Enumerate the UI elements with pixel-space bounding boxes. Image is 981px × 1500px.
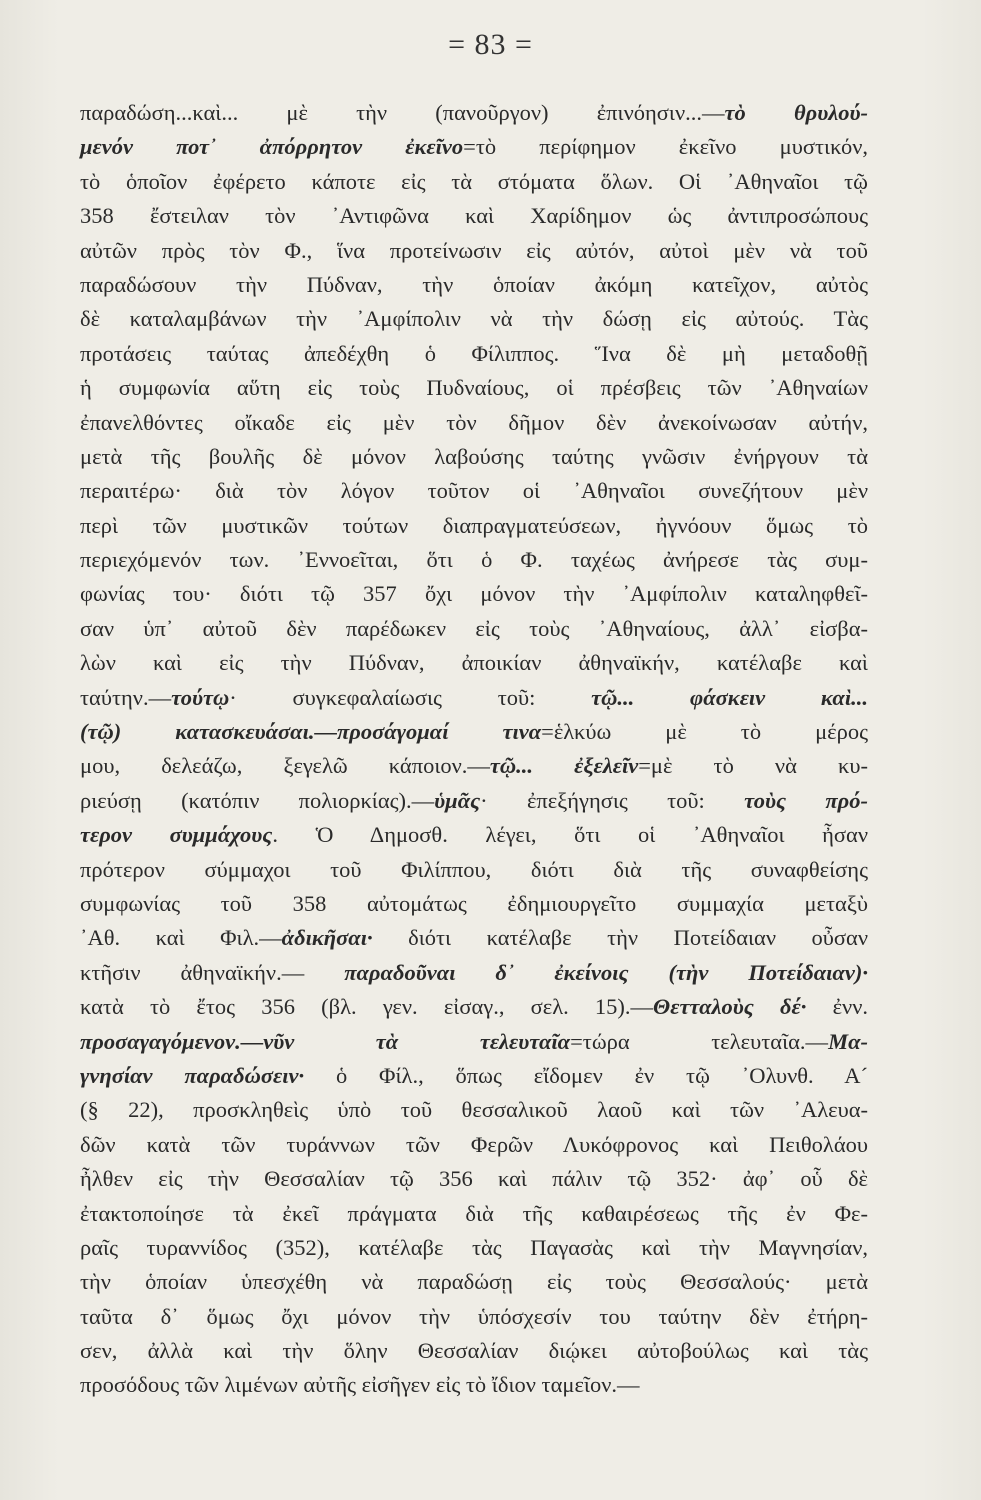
- text-segment: σεν, ἀλλὰ καὶ τὴν ὅλην Θεσσαλίαν διῴκει αὐτοβούλως καὶ τὰς: [80, 1338, 868, 1364]
- text-segment: πρότερον σύμμαχοι τοῦ Φιλίππου, διότι διὰ τῆς συναφθείσης: [80, 856, 868, 882]
- body-text: [80, 96, 868, 1403]
- text-line: [80, 1197, 868, 1231]
- text-line: [80, 887, 868, 921]
- text-segment: ἐτακτοποίησε τὰ ἐκεῖ πράγματα διὰ τῆς καθαιρέσεως τῆς ἐν Φε-: [80, 1200, 868, 1226]
- text-line: [80, 1368, 868, 1402]
- text-segment: δὲ καταλαμβάνων τὴν ᾽Αμφίπολιν νὰ τὴν δώσῃ εἰς αὐτούς. Τὰς: [80, 306, 868, 332]
- text-line: [80, 268, 868, 302]
- text-line: [80, 474, 868, 508]
- text-line: [80, 681, 868, 715]
- text-segment: δῶν κατὰ τῶν τυράννων τῶν Φερῶν Λυκόφρονος καὶ Πειθολάου: [80, 1131, 868, 1157]
- text-segment: =τώρα τελευταῖα.—: [570, 1028, 829, 1054]
- text-line: [80, 1300, 868, 1334]
- text-line: [80, 1265, 868, 1299]
- emphasized-lemma: τῷ... φάσκειν καὶ...: [591, 684, 868, 710]
- text-segment: διότι κατέλαβε τὴν Ποτείδαιαν οὖσαν: [372, 925, 868, 951]
- text-segment: προσόδους τῶν λιμένων αὐτῆς εἰσῆγεν εἰς τὸ ἴδιον ταμεῖον.—: [80, 1372, 640, 1398]
- text-segment: ταῦτα δ᾽ ὅμως ὄχι μόνον τὴν ὑπόσχεσίν του ταύτην δὲν ἐτήρη-: [80, 1303, 868, 1329]
- emphasized-lemma: τῷ... ἐξελεῖν: [489, 753, 639, 779]
- text-segment: παραδώση...καὶ... μὲ τὴν (πανοῦργον) ἐπινόησιν...—: [80, 100, 725, 125]
- text-line: [80, 371, 868, 405]
- text-segment: 358 ἔστειλαν τὸν ᾽Αντιφῶνα καὶ Χαρίδημον ὡς ἀντιπροσώπους: [80, 203, 868, 229]
- text-line: [80, 1025, 868, 1059]
- text-segment: =μὲ τὸ νὰ κυ-: [638, 753, 868, 779]
- text-segment: ἐνν.: [806, 994, 869, 1020]
- text-line: [80, 165, 868, 199]
- text-line: [80, 440, 868, 474]
- text-segment: περὶ τῶν μυστικῶν τούτων διαπραγματεύσεων, ἠγνόουν ὅμως τὸ: [80, 512, 868, 538]
- text-line: [80, 337, 868, 371]
- text-segment: κτῆσιν ἀθηναϊκήν.—: [80, 959, 345, 985]
- text-line: [80, 234, 868, 268]
- text-line: [80, 1162, 868, 1196]
- text-segment: συμφωνίας τοῦ 358 αὐτομάτως ἐδημιουργεῖτο συμμαχία μεταξὺ: [80, 890, 868, 916]
- emphasized-lemma: ὑμᾶς: [434, 787, 481, 813]
- text-segment: ριεύσῃ (κατόπιν πολιορκίας).—: [80, 787, 435, 813]
- emphasized-lemma: προσαγαγόμενον.—νῦν τὰ τελευταῖα: [80, 1028, 571, 1054]
- emphasized-lemma: τούτῳ: [171, 684, 230, 710]
- text-line: [80, 130, 868, 164]
- text-segment: περαιτέρω· διὰ τὸν λόγον τοῦτον οἱ ᾽Αθηναῖοι συνεζήτουν μὲν: [80, 478, 868, 504]
- text-line: [80, 577, 868, 611]
- text-segment: · ἐπεξήγησις τοῦ:: [480, 787, 745, 813]
- page-number: = 83 =: [448, 28, 533, 61]
- text-line: [80, 784, 868, 818]
- text-segment: προτάσεις ταύτας ἀπεδέχθη ὁ Φίλιππος. Ἵνα δὲ μὴ μεταδοθῇ: [80, 340, 868, 366]
- text-segment: ταύτην.—: [80, 684, 172, 710]
- emphasized-lemma: τοὺς πρό-: [744, 787, 868, 813]
- text-segment: φωνίας του· διότι τῷ 357 ὄχι μόνον τὴν ᾽Αμφίπολιν καταληφθεῖ-: [80, 581, 868, 607]
- text-segment: τὴν ὁποίαν ὑπεσχέθη νὰ παραδώσῃ εἰς τοὺς Θεσσαλούς· μετὰ: [80, 1269, 868, 1295]
- text-segment: ᾽Αθ. καὶ Φιλ.—: [80, 925, 282, 951]
- emphasized-lemma: γνησίαν παραδώσειν·: [80, 1062, 305, 1088]
- text-line: [80, 646, 868, 680]
- text-line: [80, 1059, 868, 1093]
- text-line: [80, 1093, 868, 1127]
- text-line: [80, 853, 868, 887]
- text-line: [80, 96, 868, 130]
- text-segment: σαν ὑπ᾽ αὐτοῦ δὲν παρέδωκεν εἰς τοὺς ᾽Αθηναίους, ἀλλ᾽ εἰσβα-: [80, 615, 868, 641]
- text-line: [80, 302, 868, 336]
- text-line: [80, 1334, 868, 1368]
- text-segment: · συγκεφαλαίωσις τοῦ:: [229, 684, 592, 710]
- emphasized-lemma: τερον συμμάχους: [80, 822, 273, 848]
- text-line: [80, 921, 868, 955]
- emphasized-lemma: Μα-: [828, 1028, 869, 1054]
- text-segment: παραδώσουν τὴν Πύδναν, τὴν ὁποίαν ἀκόμη κατεῖχον, αὐτὸς: [80, 271, 868, 297]
- text-line: [80, 1231, 868, 1265]
- text-line: [80, 612, 868, 646]
- text-segment: λὼν καὶ εἰς τὴν Πύδναν, ἀποικίαν ἀθηναϊκήν, κατέλαβε καὶ: [80, 650, 868, 676]
- text-line: [80, 406, 868, 440]
- text-segment: ὁ Φίλ., ὅπως εἴδομεν ἐν τῷ ᾽Ολυνθ. Α´: [304, 1062, 869, 1088]
- emphasized-lemma: μενόν ποτ᾽ ἀπόρρητον ἐκεῖνο: [80, 134, 464, 160]
- text-line: [80, 990, 868, 1024]
- text-line: [80, 543, 868, 577]
- text-segment: =τὸ περίφημον ἐκεῖνο μυστικόν,: [463, 134, 868, 160]
- text-segment: αὐτῶν πρὸς τὸν Φ., ἵνα προτείνωσιν εἰς αὐτόν, αὐτοὶ μὲν νὰ τοῦ: [80, 237, 868, 263]
- text-segment: τὸ ὁποῖον ἐφέρετο κάποτε εἰς τὰ στόματα ὅλων. Οἱ ᾽Αθηναῖοι τῷ: [80, 168, 868, 194]
- emphasized-lemma: παραδοῦναι δ᾽ ἐκείνοις (τὴν Ποτείδαιαν)·: [344, 959, 868, 985]
- emphasized-lemma: (τῷ) κατασκευάσαι.—προσάγομαί τινα: [80, 719, 542, 745]
- text-line: [80, 818, 868, 852]
- emphasized-lemma: Θετταλοὺς δέ·: [653, 994, 807, 1020]
- text-segment: =ἑλκύω μὲ τὸ μέρος: [541, 719, 868, 745]
- text-line: [80, 509, 868, 543]
- emphasized-lemma: τὸ θρυλού-: [724, 100, 868, 125]
- text-segment: (§ 22), προσκληθεὶς ὑπὸ τοῦ θεσσαλικοῦ λαοῦ καὶ τῶν ᾽Αλευα-: [80, 1097, 868, 1123]
- text-segment: μετὰ τῆς βουλῆς δὲ μόνον λαβούσης ταύτης γνῶσιν ἐνήργουν τὰ: [80, 443, 868, 469]
- text-line: [80, 1128, 868, 1162]
- text-line: [80, 749, 868, 783]
- text-line: [80, 199, 868, 233]
- text-segment: ἦλθεν εἰς τὴν Θεσσαλίαν τῷ 356 καὶ πάλιν τῷ 352· ἀφ᾽ οὗ δὲ: [80, 1166, 868, 1192]
- text-segment: . Ὁ Δημοσθ. λέγει, ὅτι οἱ ᾽Αθηναῖοι ἦσαν: [272, 822, 868, 848]
- text-segment: κατὰ τὸ ἔτος 356 (βλ. γεν. εἰσαγ., σελ. 15).—: [80, 994, 654, 1020]
- text-segment: ραῖς τυραννίδος (352), κατέλαβε τὰς Παγασὰς καὶ τὴν Μαγνησίαν,: [80, 1234, 868, 1260]
- text-segment: μου, δελεάζω, ξεγελῶ κάποιον.—: [80, 753, 490, 779]
- text-line: [80, 956, 868, 990]
- text-segment: ἐπανελθόντες οἴκαδε εἰς μὲν τὸν δῆμον δὲν ἀνεκοίνωσαν αὐτήν,: [80, 409, 868, 435]
- text-line: [80, 715, 868, 749]
- text-segment: περιεχόμενόν των. ᾽Εννοεῖται, ὅτι ὁ Φ. ταχέως ἀνήρεσε τὰς συμ-: [80, 547, 868, 573]
- text-segment: ἡ συμφωνία αὕτη εἰς τοὺς Πυδναίους, οἱ πρέσβεις τῶν ᾽Αθηναίων: [80, 375, 868, 401]
- emphasized-lemma: ἀδικῆσαι·: [281, 925, 373, 951]
